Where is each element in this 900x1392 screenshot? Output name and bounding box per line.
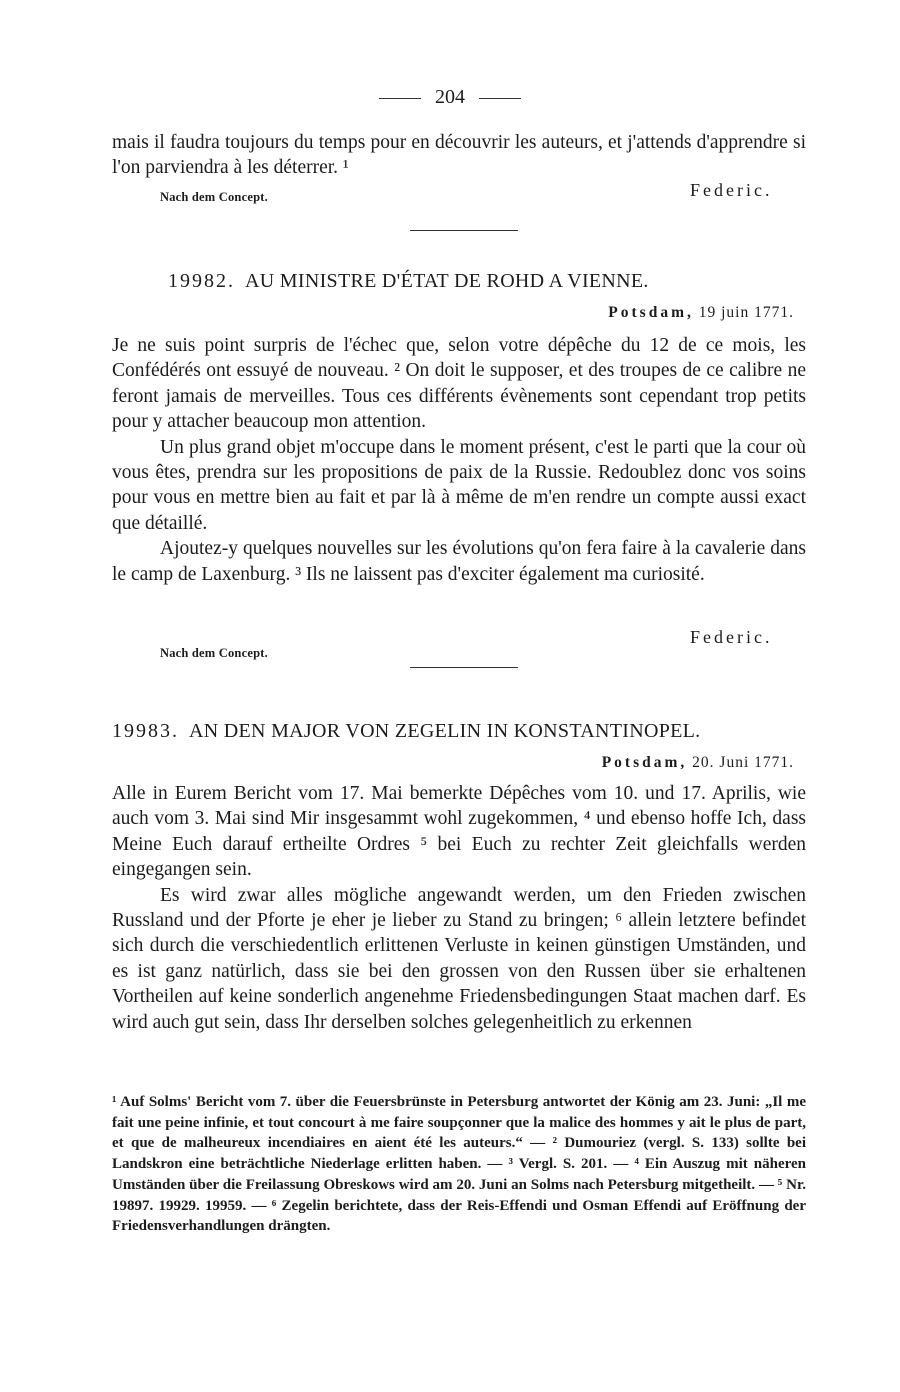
dateline-place: Potsdam,	[608, 304, 694, 321]
paragraph: Ajoutez-y quelques nouvelles sur les évolutions qu'on fera faire à la cavalerie dans le camp de Laxenburg. ³ Ils ne laissent pas d'exciter également ma curiosité.	[112, 538, 806, 585]
dateline-date: 20. Juni 1771.	[692, 754, 794, 771]
page-number-text: 204	[435, 86, 465, 108]
dateline-19983	[602, 754, 794, 772]
section-divider-1	[410, 230, 518, 231]
source-note-1: Nach dem Concept.	[160, 190, 268, 204]
footnotes	[112, 1092, 806, 1237]
paragraph: Je ne suis point surpris de l'échec que, selon votre dépêche du 12 de ce mois, les Confédérés ont essuyé de nouveau. ² On doit le supposer, et des troupes de ce calibre ne feront jamais de merveilles. Tous ces différents évènements sont cependant trop petits pour y attacher beaucoup mon attention.	[112, 335, 806, 433]
letter-body-19983	[112, 781, 806, 1035]
continuation-text	[112, 130, 806, 181]
signature-2: Federic.	[690, 627, 773, 647]
letter-title: AU MINISTRE D'ÉTAT DE ROHD A VIENNE.	[245, 270, 649, 292]
footnotes-text: ¹ Auf Solms' Bericht vom 7. über die Feuersbrünste in Petersburg antwortet der König am 23. Juni: „Il me fait une peine infinie, et tout concourt à me faire soupçonner que la malice des hommes y ait le plus de part, et que de malheureux incendiaires en aient été les auteurs.“ — ² Dumouriez (vergl. S. 133) sollte bei Landskron eine beträchtliche Niederlage erlitten haben. — ³ Vergl. S. 201. — ⁴ Ein Auszug mit näheren Umständen über die Freilassung Obreskows wird am 20. Juni an Solms nach Petersburg mitgetheilt. — ⁵ Nr. 19897. 19929. 19959. — ⁶ Zegelin berichtete, dass der Reis-Effendi und Osman Effendi auf Eröffnung der Friedensverhandlungen drängten.	[112, 1094, 806, 1235]
dateline-19982	[608, 304, 794, 322]
continuation-paragraph: mais il faudra toujours du temps pour en découvrir les auteurs, et j'attends d'apprendre si l'on parviendra à les déterrer. ¹	[112, 132, 806, 179]
letter-number: 19983.	[112, 720, 179, 742]
letter-body-19982	[112, 333, 806, 587]
letter-number: 19982.	[168, 270, 235, 292]
section-divider-2	[410, 667, 518, 668]
source-note-2: Nach dem Concept.	[160, 646, 268, 660]
page-number	[0, 86, 900, 109]
dateline-date: 19 juin 1771.	[698, 304, 794, 321]
letter-heading-19983	[112, 720, 700, 743]
dateline-place: Potsdam,	[601, 754, 688, 771]
paragraph: Alle in Eurem Bericht vom 17. Mai bemerkte Dépêches vom 10. und 17. Aprilis, wie auch vom 3. Mai sind Mir insgesammt wohl zugekommen, ⁴ und ebenso hoffe Ich, dass Meine Euch darauf ertheilte Ordres ⁵ bei Euch zu rechter Zeit gleichfalls werden eingegangen sein.	[112, 783, 806, 881]
page-number-rule-right	[479, 98, 521, 99]
paragraph: Un plus grand objet m'occupe dans le moment présent, c'est le parti que la cour où vous êtes, prendra sur les propositions de paix de la Russie. Redoublez donc vos soins pour vous en mettre bien au fait et par là à même de m'en rendre un compte aussi exact que détaillé.	[112, 436, 806, 534]
signature-1: Federic.	[690, 180, 773, 200]
paragraph: Es wird zwar alles mögliche angewandt werden, um den Frieden zwischen Russland und der Pforte je eher je lieber zu Stand zu bringen; ⁶ allein letztere befindet sich durch die verschiedentlich erlittenen Verluste in keinen günstigen Umständen, und es ist ganz natürlich, dass sie bei den grossen von den Russen über sie erhaltenen Vortheilen auf keine sonderlich angenehme Friedensbedingungen Staat machen darf. Es wird auch gut sein, dass Ihr derselben solches gelegenheitlich zu erkennen	[112, 884, 806, 1033]
letter-title: AN DEN MAJOR VON ZEGELIN IN KONSTANTINOPEL.	[189, 720, 701, 742]
page-number-rule-left	[379, 98, 421, 99]
letter-heading-19982	[168, 270, 649, 293]
